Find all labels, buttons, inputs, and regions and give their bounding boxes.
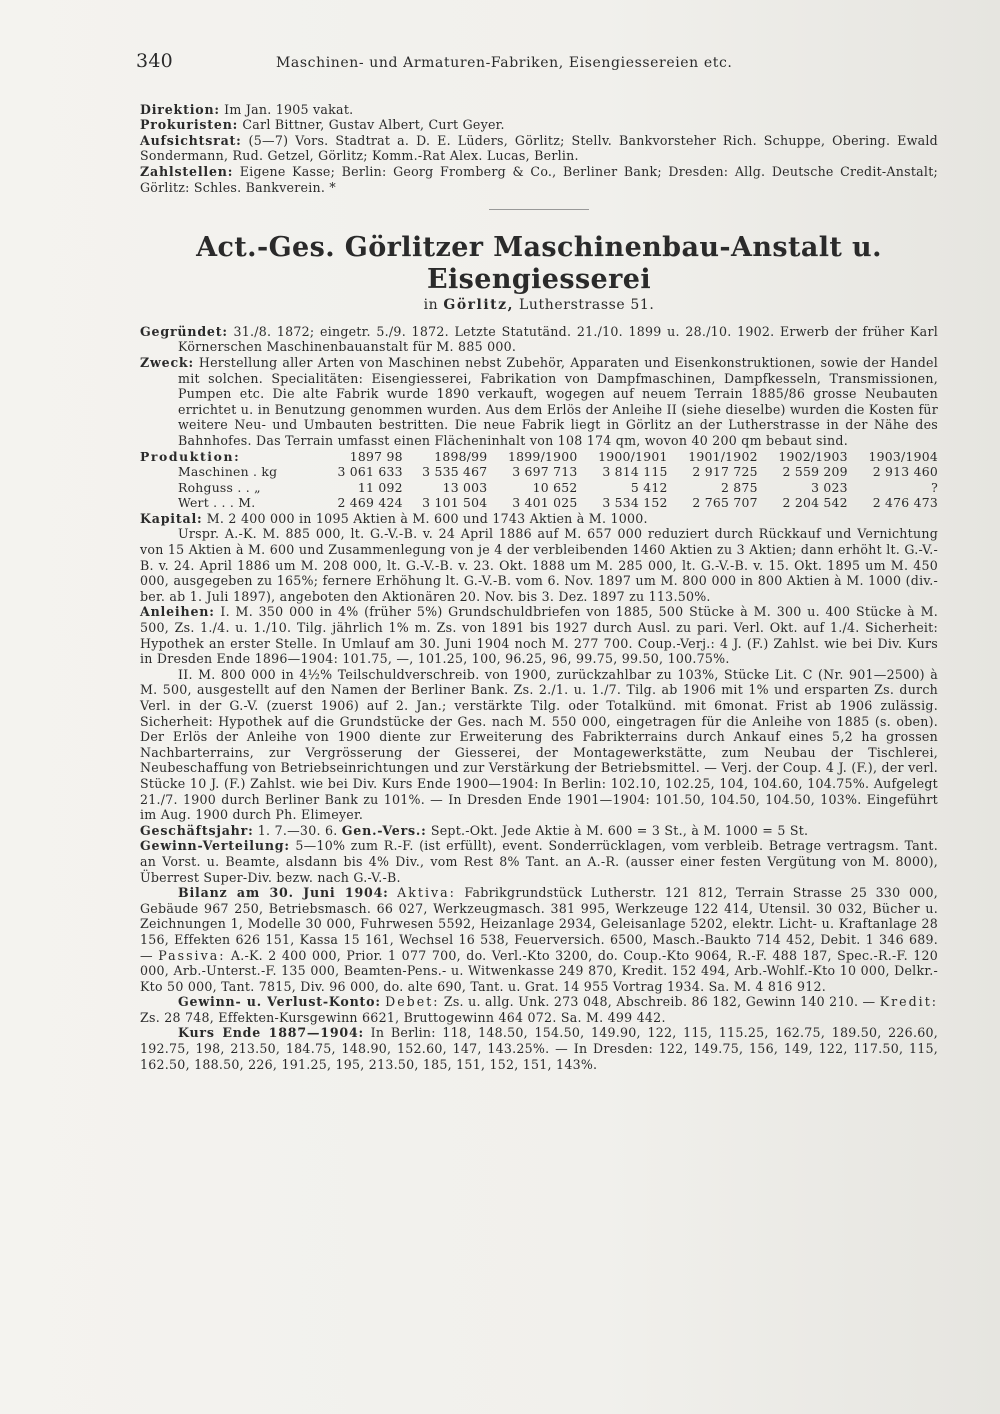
value-cell: 3 023 — [811, 479, 848, 495]
running-head — [136, 50, 938, 72]
value-cell: 3 534 152 — [602, 495, 668, 511]
gegruendet-label: Gegründet: — [140, 323, 228, 339]
year-cell: 1897 98 — [349, 448, 403, 464]
gen-vers-label: Gen.-Vers.: — [341, 822, 427, 838]
gewinn-konto-label: Gewinn- u. Verlust-Konto: — [178, 994, 381, 1010]
gewinn-verteilung-text: 5—10% zum R.-F. (ist erfüllt), event. Sonderrücklagen, vom verbleib. Betrage vertragsm. Tant. an Vorst. u. Beamte, alsdann bis 4% Div., vom Rest 8% Tant. an A.-R. (ausser einer festen Vergütung von M. 8000), Überrest Super-Div. bezw. nach G.-V.-B. — [140, 838, 938, 885]
year-cell: 1901/1902 — [688, 448, 758, 464]
page-number: 340 — [136, 50, 174, 72]
row-label: Wert . . . M. — [178, 495, 256, 511]
zweck-text: Herstellung aller Arten von Maschinen nebst Zubehör, Apparaten und Eisenkonstruktionen, sowie der Handel mit solchen. Specialitäten: Eisengiesserei, Fabrikation von Dampfmaschinen, Dampfkesseln, Transmissionen, Pumpen etc. Die alte Fabrik wurde 1890 verkauft, wogegen auf neuem Terrain 1885/86 grosse Neubauten errichtet u. in Benutzung genommen wurden. Aus dem Erlös der Anleihe II (siehe dieselbe) wurden die Kosten für weitere Neu- und Umbauten bestritten. Die neue Fabrik liegt in Görlitz an der Lutherstrasse in der Nähe des Bahnhofes. Das Terrain umfasst einen Flächeninhalt von 108 174 qm, wovon 40 200 qm bebaut sind. — [178, 354, 938, 448]
produktion-row-maschinen — [140, 464, 938, 480]
kurs-label: Kurs Ende 1887—1904: — [178, 1025, 365, 1041]
anleihen-text-2: II. M. 800 000 in 4½% Teilschuldverschreib. von 1900, zurückzahlbar zu 103%, Stücke Lit. C (Nr. 901—2500) à M. 500, ausgestellt auf den Namen der Berliner Bank. Zs. 2./1. u. 1./7. Tilg. ab 1906 mit 1% und ersparten Zs. durch Verl. in der G.-V. (zuerst 1906) auf 2. Jan.; verstärkte Tilg. oder Totalkünd. mit 6monat. Frist ab 1906 zulässig. Sicherheit: Hypothek auf die Grundstücke der Ges. nach M. 550 000, eingetragen für die Anleihe von 1885 (s. oben). Der Erlös der Anleihe von 1900 diente zur Erweiterung des Fabrikterrains durch Ankauf eines 5,2 ha grossen Nachbarterrains, zur Vergrösserung der Giesserei, der Montagewerkstätte, zum Neubau der Tischlerei, Neubeschaffung von Betriebseinrichtungen und zur Verstärkung der Betriebsmittel. — Verj. der Coup. 4 J. (F.), der verl. Stücke 10 J. (F.) Zahlst. wie bei Div. Kurs Ende 1900—1904: In Berlin: 102.10, 102.25, 104, 104.60, 104.75%. Aufgelegt 21./7. 1900 durch Berliner Bank zu 101%. — In Dresden Ende 1901—1904: 101.50, 104.50, 104.50, 103%. Eingeführt im Aug. 1900 durch Ph. Elimeyer. — [140, 666, 938, 823]
gewinn-konto-paragraph — [140, 994, 938, 1025]
kredit-text: Zs. 28 748, Effekten-Kursgewinn 6621, Bruttogewinn 464 072. Sa. M. 499 442. — [140, 1009, 666, 1025]
value-cell: 10 652 — [532, 479, 578, 495]
zahlstellen-paragraph — [140, 164, 938, 195]
prokuristen-paragraph — [140, 117, 938, 133]
value-cell: 11 092 — [357, 479, 403, 495]
year-cell: 1900/1901 — [598, 448, 668, 464]
direktion-paragraph — [140, 102, 938, 118]
value-cell: 2 917 725 — [692, 464, 758, 480]
address-in: in — [423, 297, 439, 314]
kapital-label: Kapital: — [140, 510, 203, 526]
gewinn-verteilung-paragraph — [140, 838, 938, 885]
bilanz-label: Bilanz am 30. Juni 1904: — [178, 885, 389, 901]
value-cell: 2 476 473 — [872, 495, 938, 511]
value-cell: 3 101 504 — [422, 495, 488, 511]
year-cell: 1899/1900 — [508, 448, 578, 464]
year-cell: 1902/1903 — [778, 448, 848, 464]
aktiva-label: Aktiva: — [397, 885, 456, 901]
zweck-paragraph — [140, 355, 938, 449]
value-cell: 2 913 460 — [872, 464, 938, 480]
gegruendet-paragraph — [140, 324, 938, 355]
bilanz-paragraph — [140, 885, 938, 994]
address-town: Görlitz, — [443, 297, 514, 314]
prokuristen-text: Carl Bittner, Gustav Albert, Curt Geyer. — [242, 117, 505, 133]
anleihen-label: Anleihen: — [140, 604, 215, 620]
value-cell: 3 535 467 — [422, 464, 488, 480]
value-cell: 3 697 713 — [512, 464, 578, 480]
value-cell: 5 412 — [630, 479, 668, 495]
produktion-table — [140, 449, 938, 511]
zweck-label: Zweck: — [140, 354, 194, 370]
value-cell: ? — [931, 479, 938, 495]
aufsichtsrat-paragraph — [140, 133, 938, 164]
produktion-row-wert — [140, 495, 938, 511]
value-cell: 2 469 424 — [337, 495, 403, 511]
kurs-text: In Berlin: 118, 148.50, 154.50, 149.90, 122, 115, 115.25, 162.75, 189.50, 226.60, 192.75, 198, 213.50, 184.75, 148.90, 152.60, 147, 143.25%. — In Dresden: 122, 149.75, 156, 149, 122, 117.50, 115, 162.50, 188.50, 226, 191.25, 195, 213.50, 185, 151, 152, 151, 143%. — [140, 1025, 938, 1072]
company-address — [140, 298, 938, 314]
passiva-text: A.-K. 2 400 000, Prior. 1 077 700, do. Verl.-Kto 3200, do. Coup.-Kto 9064, R.-F. 488 187, Spec.-R.-F. 120 000, Arb.-Unterst.-F. 135 000, Beamten-Pens.- u. Witwenkasse 249 870, Kredit. 152 494, Arb.-Wohlf.-Kto 10 000, Delkr.-Kto 50 000, Tant. 7815, Div. 96 000, do. alte 690, Tant. u. Grat. 14 955 Vortrag 1934. Sa. M. 4 816 912. — [140, 947, 938, 994]
geschaeftsjahr-text: 1. 7.—30. 6. — [257, 822, 338, 838]
value-cell: 2 559 209 — [782, 464, 848, 480]
geschaeftsjahr-label: Geschäftsjahr: — [140, 822, 254, 838]
direktion-text: Im Jan. 1905 vakat. — [224, 101, 354, 117]
gegruendet-text: 31./8. 1872; eingetr. 5./9. 1872. Letzte Statutänd. 21./10. 1899 u. 28./10. 1902. Erwerb der früher Karl Körnerschen Maschinenbauanstalt für M. 885 000. — [178, 323, 938, 355]
kapital-history: Urspr. A.-K. M. 885 000, lt. G.-V.-B. v. 24 April 1886 auf M. 657 000 reduziert durch Rückkauf und Vernichtung von 15 Aktien à M. 600 und Zusammenlegung von je 4 der verbleibenden 1460 Aktien zu 3 Aktien; dann erhöht lt. G.-V.-B. v. 24. April 1886 um M. 208 000, lt. G.-V.-B. v. 23. Okt. 1888 um M. 285 000, lt. G.-V.-B. v. 15. Okt. 1895 um M. 450 000, ausgegeben zu 165%; fernere Erhöhung lt. G.-V.-B. vom 6. Nov. 1897 um M. 800 000 in 800 Aktien à M. 1000 (div.-ber. ab 1. Juli 1897), angeboten den Aktionären 20. Nov. bis 3. Dez. 1897 zu 113.50%. — [140, 526, 938, 604]
value-cell: 3 814 115 — [602, 464, 668, 480]
value-cell: 2 875 — [720, 479, 758, 495]
year-cell: 1898/99 — [434, 448, 488, 464]
zahlstellen-text: Eigene Kasse; Berlin: Georg Fromberg & Co., Berliner Bank; Dresden: Allg. Deutsche Credit-Anstalt; Görlitz: Schles. Bankverein. * — [140, 163, 938, 195]
address-street: Lutherstrasse 51. — [519, 297, 655, 314]
kapital-text: M. 2 400 000 in 1095 Aktien à M. 600 und 1743 Aktien à M. 1000. — [206, 510, 648, 526]
row-label: Rohguss . . „ — [178, 479, 261, 495]
gewinn-verteilung-label: Gewinn-Verteilung: — [140, 838, 290, 854]
section-divider — [489, 209, 589, 210]
produktion-label: Produktion: — [140, 448, 241, 464]
produktion-row-rohguss — [140, 480, 938, 496]
value-cell: 3 401 025 — [512, 495, 578, 511]
kredit-label: Kredit: — [879, 994, 938, 1010]
kurs-paragraph — [140, 1025, 938, 1072]
anleihen-paragraph — [140, 604, 938, 666]
value-cell: 2 204 542 — [782, 495, 848, 511]
prokuristen-label: Prokuristen: — [140, 117, 239, 133]
passiva-label: Passiva: — [158, 947, 226, 963]
produktion-header-row — [140, 449, 938, 465]
direktion-label: Direktion: — [140, 101, 220, 117]
zahlstellen-label: Zahlstellen: — [140, 163, 234, 179]
aufsichtsrat-text: (5—7) Vors. Stadtrat a. D. E. Lüders, Görlitz; Stellv. Bankvorsteher Rich. Schuppe, Obering. Ewald Sondermann, Rud. Getzel, Görlitz; Komm.-Rat Alex. Lucas, Berlin. — [140, 132, 938, 164]
anleihen-text-1: I. M. 350 000 in 4% (früher 5%) Grundschuldbriefen von 1885, 500 Stücke à M. 300 u. 400 Stücke à M. 500, Zs. 1./4. u. 1./10. Tilg. jährlich 1% m. Zs. von 1891 bis 1927 durch Ausl. zu pari. Verl. Okt. auf 1./4. Sicherheit: Hypothek an erster Stelle. In Umlauf am 30. Juni 1904 noch M. 277 700. Coup.-Verj.: 4 J. (F.) Zahlst. wie bei Div. Kurs in Dresden Ende 1896—1904: 101.75, —, 101.25, 100, 96.25, 96, 99.75, 99.50, 100.75%. — [140, 604, 938, 667]
debet-label: Debet: — [385, 994, 440, 1010]
running-title: Maschinen- und Armaturen-Fabriken, Eisengiessereien etc. — [276, 55, 733, 71]
kapital-paragraph — [140, 511, 938, 527]
company-title: Act.-Ges. Görlitzer Maschinenbau-Anstalt u. Eisengiesserei — [196, 232, 882, 296]
geschaeftsjahr-paragraph — [140, 823, 938, 839]
row-label: Maschinen . kg — [178, 464, 278, 480]
aktiva-text: Fabrikgrundstück Lutherstr. 121 812, Terrain Strasse 25 330 000, Gebäude 967 250, Betriebsmasch. 66 027, Werkzeugmasch. 381 995, Werkzeuge 122 414, Utensil. 30 032, Bücher u. Zeichnungen 1, Modelle 30 000, Fuhrwesen 5592, Heizanlage 2934, Geleisanlage 5202, elektr. Licht- u. Kraftanlage 28 156, Effekten 626 151, Kassa 15 161, Wechsel 16 538, Feuerversich. 6500, Masch.-Baukto 714 452, Debit. 1 346 689. — — [140, 885, 938, 963]
value-cell: 13 003 — [442, 479, 488, 495]
gen-vers-text: Sept.-Okt. Jede Aktie à M. 600 = 3 St., à M. 1000 = 5 St. — [430, 822, 809, 838]
aufsichtsrat-label: Aufsichtsrat: — [140, 132, 242, 148]
value-cell: 3 061 633 — [337, 464, 403, 480]
debet-text: Zs. u. allg. Unk. 273 048, Abschreib. 86 182, Gewinn 140 210. — — [443, 994, 876, 1010]
value-cell: 2 765 707 — [692, 495, 758, 511]
year-cell: 1903/1904 — [868, 448, 938, 464]
